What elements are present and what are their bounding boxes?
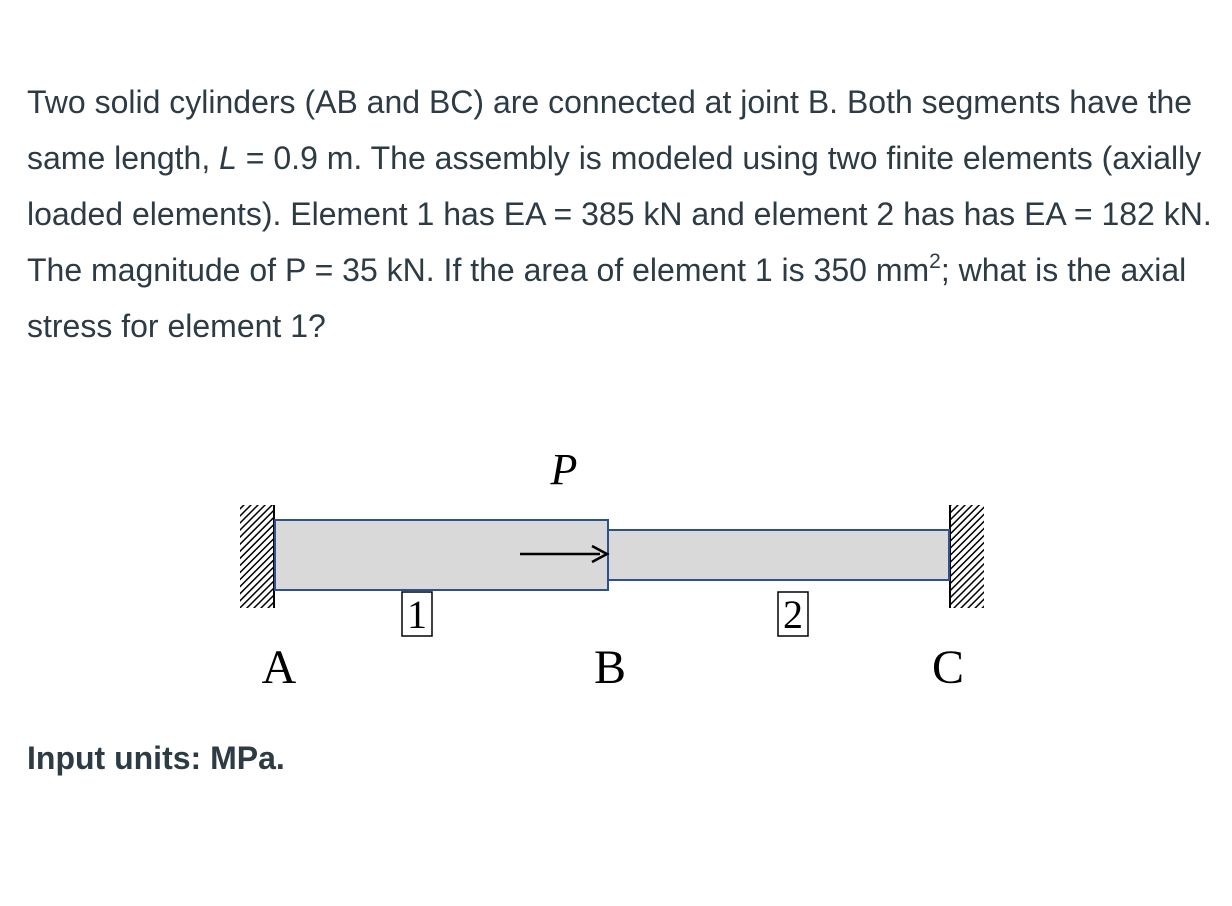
left-wall-support [240,505,274,608]
question-part-1: Two solid cylinders (AB and BC) are connected at joint B. Both segments have the same length, [27,84,1193,176]
element-2-bar [608,530,949,580]
node-b-label: B [593,641,627,694]
area-exponent: 2 [929,250,941,273]
length-symbol: L [219,140,237,176]
node-a-label: A [261,641,297,694]
load-label-p: P [550,445,578,494]
bar-assembly-diagram [230,440,1010,700]
input-units-note: Input units: MPa. [27,740,285,776]
element-1-label: 1 [407,592,427,637]
right-wall-support [950,505,984,608]
question-part-3: ; what is the axial stress for element 1? [27,252,1187,344]
question-part-2: = 0.9 m. The assembly is modeled using two finite elements (axially loaded elements). Element 1 has EA = 385 kN and element 2 has has EA = 182 kN. The magnitude of P = 35 kN. If the area of element 1 is 350 mm [27,140,1212,288]
element-2-label: 2 [783,592,803,637]
node-c-label: C [931,641,965,694]
question-text [27,74,1212,354]
